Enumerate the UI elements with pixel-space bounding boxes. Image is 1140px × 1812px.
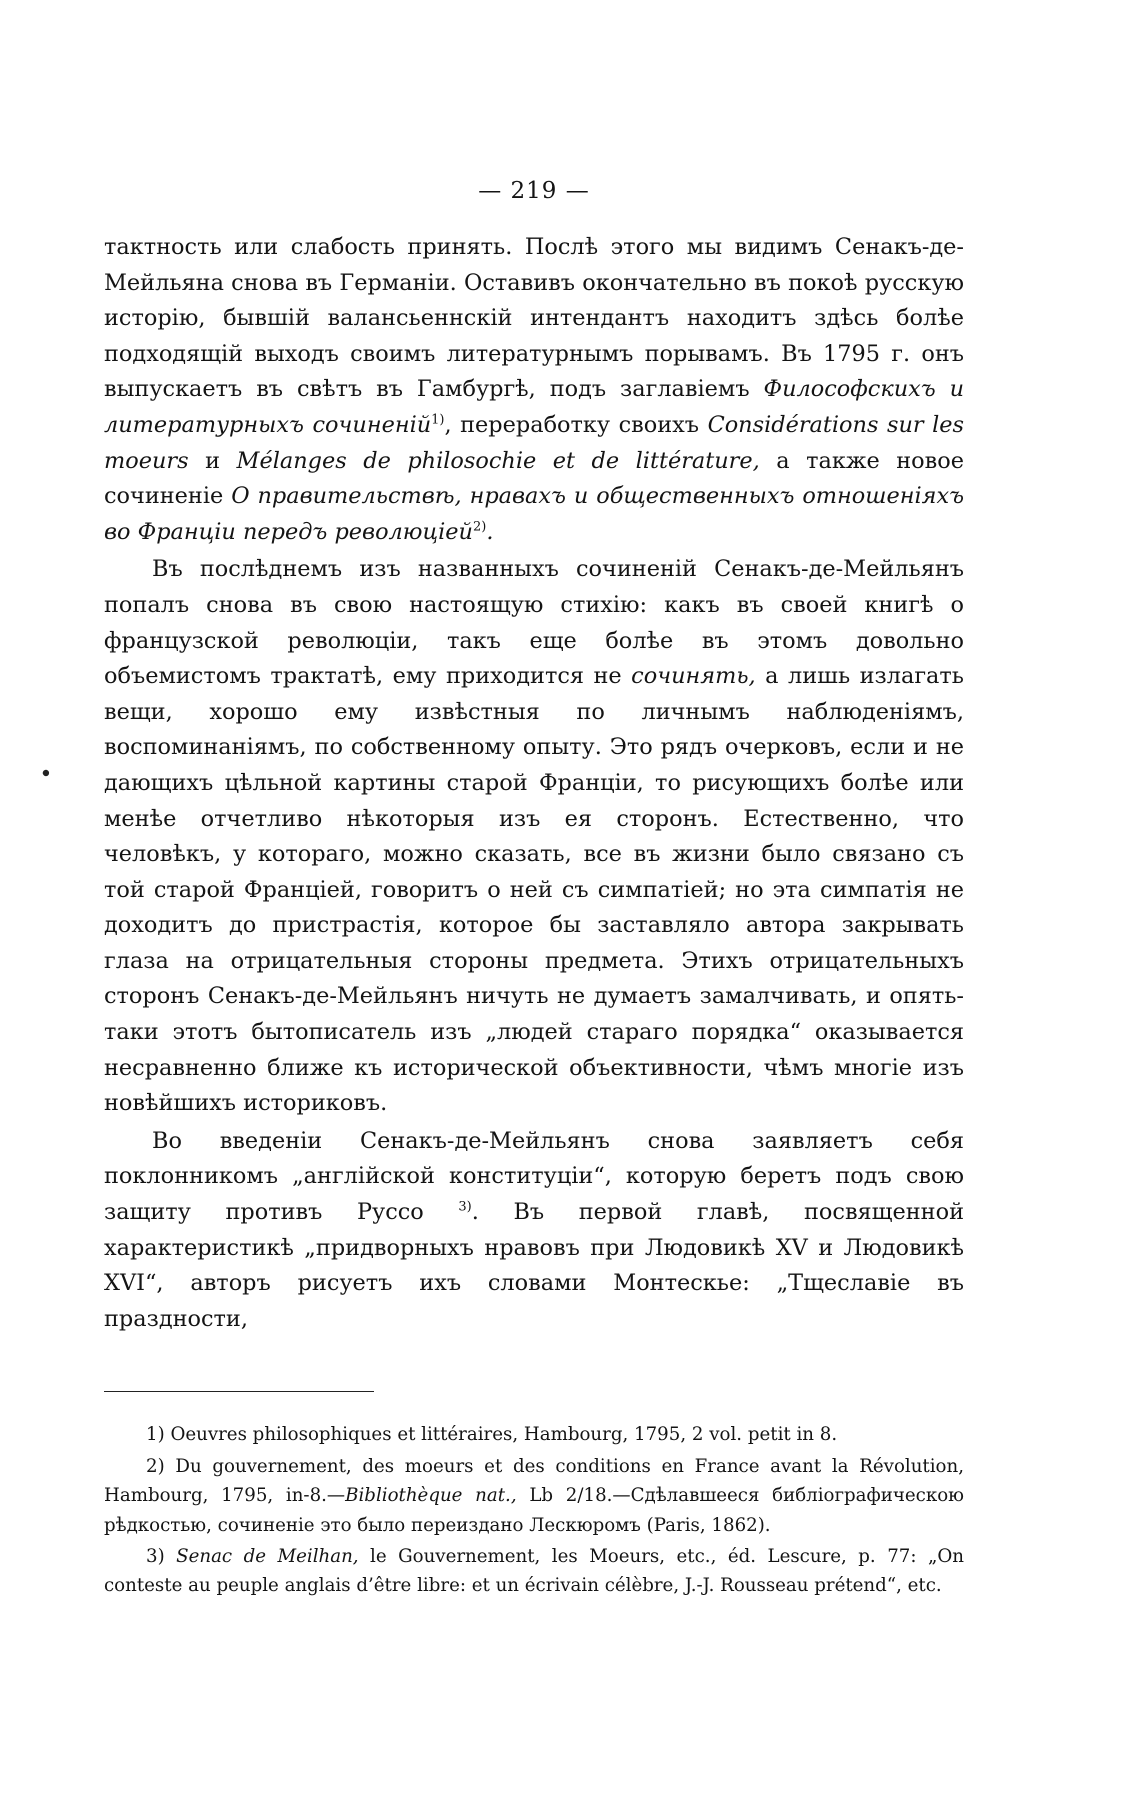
paragraph-2 xyxy=(104,1124,964,1338)
text-run: тактность или слабость принять. Послѣ этого мы видимъ Сенакъ-де-Мейльяна снова въ Германіи. Оставивъ окончательно въ покоѣ русскую исторію, бывшій валансьеннскій интендантъ находитъ здѣсь болѣе подходящій выходъ своимъ литературнымъ порывамъ. Въ 1795 г. онъ выпускаетъ въ свѣтъ въ Гамбургѣ, подъ заглавіемъ xyxy=(104,234,964,403)
text-run: . Въ первой главѣ, посвященной характеристикѣ „придворныхъ нравовъ при Людовикѣ XV и Людовикѣ XVI“, авторъ рисуетъ ихъ словами Монтескье: „Тщеславіе въ праздности, xyxy=(104,1199,964,1332)
page-number: — 219 — xyxy=(478,178,590,204)
footnote-text: le Gouvernement, les Moeurs, etc., éd. Lescure, p. 77: „On conteste au peuple anglais d’être libre: et un écrivain célèbre, J.-J. Rousseau prétend“, etc. xyxy=(104,1546,964,1597)
footnote-ref: 2) xyxy=(472,519,487,535)
footnotes xyxy=(104,1420,964,1600)
italic-title: О правительствѣ, нравахъ и общественныхъ отношеніяхъ во Франціи передъ революціей xyxy=(104,483,965,545)
footnote-2 xyxy=(104,1452,964,1540)
italic-title: Философскихъ и литературныхъ сочиненій xyxy=(104,376,964,438)
document-page xyxy=(104,150,964,1603)
text-run: Въ послѣднемъ изъ названныхъ сочиненій Сенакъ-де-Мейльянъ попалъ снова въ свою настоящую стихію: какъ въ своей книгѣ о французской революціи, такъ еще болѣе въ этомъ довольно объемистомъ трактатѣ, ему приходится не xyxy=(104,556,964,690)
footnote-italic: Senac de Meilhan, xyxy=(176,1546,359,1568)
paragraph-0 xyxy=(104,230,964,550)
footnote-text: 2) Du gouvernement, des moeurs et des conditions en France avant la Révolution, Hambourg, 1795, in-8.— xyxy=(104,1455,964,1507)
footnote-3 xyxy=(104,1542,964,1601)
footnote-1 xyxy=(104,1420,964,1449)
text-run: а также новое сочиненіе xyxy=(104,447,964,510)
text-run: и xyxy=(188,447,237,474)
text-run: а лишь излагать вещи, хорошо ему извѣстныя по личнымъ наблюденіямъ, воспоминаніямъ, по собственному опыту. Это рядъ очерковъ, если и не дающихъ цѣльной картины старой Франціи, то рисующихъ болѣе или менѣе отчетливо нѣкоторыя изъ ея сторонъ. Естественно, что человѣкъ, у котораго, можно сказать, все въ жизни было связано съ той старой Франціей, говоритъ о ней съ симпатіей; но эта симпатія не доходитъ до пристрастія, которое бы заставляло автора закрывать глаза на отрицательныя стороны предмета. Этихъ отрицательныхъ сторонъ Сенакъ-де-Мейльянъ ничуть не думаетъ замалчивать, и опять-таки этотъ бытописатель изъ „людей стараго порядка“ оказывается несравненно ближе къ исторической объективности, чѣмъ многіе изъ новѣйшихъ историковъ. xyxy=(104,663,964,1117)
footnote-ref: 3) xyxy=(458,1199,472,1215)
footnote-ref: 1) xyxy=(431,412,445,428)
italic-title: Considérations sur les moeurs xyxy=(104,411,964,474)
footnote-italic: Bibliothèque nat., xyxy=(345,1485,517,1507)
footnote-text: 3) xyxy=(146,1546,177,1568)
italic-word: сочинять, xyxy=(631,663,756,690)
body-text xyxy=(104,230,964,1337)
text-run: . xyxy=(486,518,494,545)
italic-title: Mélanges de philosochie et de littérature, xyxy=(236,447,760,474)
paragraph-1 xyxy=(104,552,964,1122)
footnote-divider xyxy=(104,1391,374,1392)
footnote-text: 1) Oeuvres philosophiques et littéraires, Hambourg, 1795, 2 vol. petit in 8. xyxy=(146,1424,838,1446)
margin-mark: • xyxy=(36,760,57,789)
text-run: Во введеніи Сенакъ-де-Мейльянъ снова заявляетъ себя поклонникомъ „англійской конституціи“, которую беретъ подъ свою защиту противъ Руссо xyxy=(104,1127,964,1226)
footnote-text: Lb 2/18.—Сдѣлавшееся библіографическою рѣдкостью, сочиненіе это было переиздано Лескюромъ (Paris, 1862). xyxy=(104,1485,964,1536)
text-run: , переработку своихъ xyxy=(444,411,708,438)
